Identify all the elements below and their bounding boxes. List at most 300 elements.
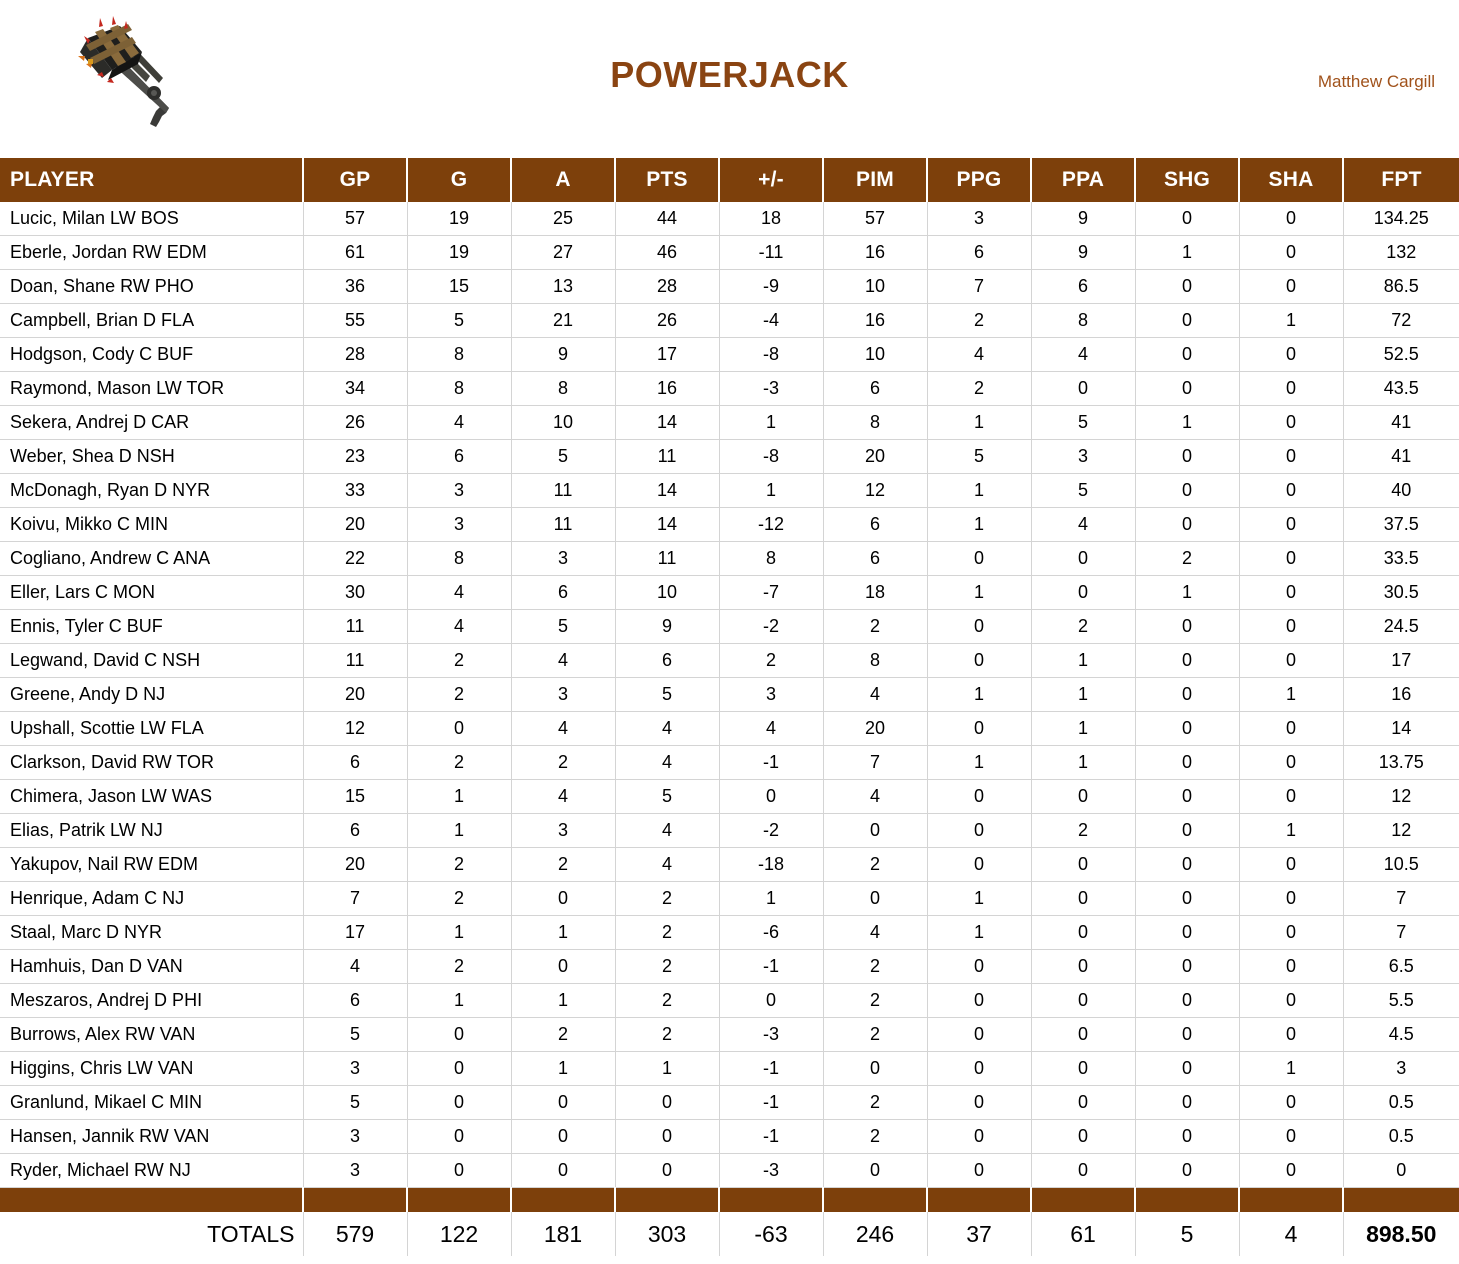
cell-a: 3	[511, 678, 615, 712]
cell-pim: 2	[823, 1120, 927, 1154]
footer-divider-cell	[303, 1188, 407, 1213]
cell-ppg: 7	[927, 270, 1031, 304]
cell-shg: 0	[1135, 304, 1239, 338]
cell-shg: 0	[1135, 1154, 1239, 1188]
cell-shg: 0	[1135, 678, 1239, 712]
cell-a: 3	[511, 542, 615, 576]
column-header-a[interactable]: A	[511, 158, 615, 202]
cell-pim: 20	[823, 440, 927, 474]
cell-shg: 0	[1135, 950, 1239, 984]
cell-gp: 28	[303, 338, 407, 372]
cell-shg: 0	[1135, 270, 1239, 304]
cell-shg: 0	[1135, 372, 1239, 406]
cell-fpt: 30.5	[1343, 576, 1459, 610]
totals-pts: 303	[615, 1212, 719, 1256]
cell-sha: 0	[1239, 1154, 1343, 1188]
cell-gp: 20	[303, 848, 407, 882]
cell-g: 19	[407, 202, 511, 236]
cell-shg: 1	[1135, 576, 1239, 610]
cell-gp: 5	[303, 1018, 407, 1052]
cell-ppg: 5	[927, 440, 1031, 474]
cell-plusminus: -12	[719, 508, 823, 542]
cell-gp: 20	[303, 508, 407, 542]
cell-ppg: 1	[927, 576, 1031, 610]
cell-g: 5	[407, 304, 511, 338]
cell-sha: 0	[1239, 950, 1343, 984]
footer-divider-cell	[1239, 1188, 1343, 1213]
cell-pim: 2	[823, 984, 927, 1018]
cell-plusminus: -4	[719, 304, 823, 338]
cell-fpt: 7	[1343, 882, 1459, 916]
cell-ppa: 5	[1031, 406, 1135, 440]
footer-divider-cell	[719, 1188, 823, 1213]
column-header-sha[interactable]: SHA	[1239, 158, 1343, 202]
cell-g: 0	[407, 712, 511, 746]
cell-player: Raymond, Mason LW TOR	[0, 372, 303, 406]
cell-pts: 2	[615, 1018, 719, 1052]
table-row	[0, 304, 1459, 338]
cell-sha: 0	[1239, 440, 1343, 474]
cell-player: Staal, Marc D NYR	[0, 916, 303, 950]
cell-g: 4	[407, 576, 511, 610]
cell-pim: 0	[823, 1154, 927, 1188]
table-row	[0, 1052, 1459, 1086]
cell-gp: 4	[303, 950, 407, 984]
table-row	[0, 712, 1459, 746]
cell-gp: 15	[303, 780, 407, 814]
cell-ppa: 1	[1031, 712, 1135, 746]
footer-divider-cell	[615, 1188, 719, 1213]
cell-a: 3	[511, 814, 615, 848]
cell-a: 5	[511, 440, 615, 474]
cell-a: 2	[511, 848, 615, 882]
cell-plusminus: -1	[719, 1120, 823, 1154]
cell-gp: 33	[303, 474, 407, 508]
cell-g: 19	[407, 236, 511, 270]
table-body	[0, 202, 1459, 1188]
cell-g: 2	[407, 882, 511, 916]
totals-label: TOTALS	[0, 1212, 303, 1256]
cell-ppa: 0	[1031, 1154, 1135, 1188]
cell-a: 2	[511, 746, 615, 780]
cell-pim: 4	[823, 780, 927, 814]
table-footer	[0, 1188, 1459, 1257]
cell-plusminus: -1	[719, 1086, 823, 1120]
cell-pts: 5	[615, 780, 719, 814]
totals-pim: 246	[823, 1212, 927, 1256]
table-row	[0, 1154, 1459, 1188]
cell-ppa: 4	[1031, 508, 1135, 542]
cell-fpt: 41	[1343, 440, 1459, 474]
cell-g: 3	[407, 474, 511, 508]
cell-pim: 2	[823, 1018, 927, 1052]
cell-pts: 5	[615, 678, 719, 712]
cell-a: 1	[511, 984, 615, 1018]
cell-ppa: 0	[1031, 780, 1135, 814]
cell-pts: 11	[615, 542, 719, 576]
cell-pim: 8	[823, 406, 927, 440]
cell-ppa: 0	[1031, 984, 1135, 1018]
cell-plusminus: -2	[719, 610, 823, 644]
table-row	[0, 542, 1459, 576]
cell-g: 2	[407, 678, 511, 712]
cell-a: 13	[511, 270, 615, 304]
cell-pim: 0	[823, 1052, 927, 1086]
totals-gp: 579	[303, 1212, 407, 1256]
cell-pts: 4	[615, 712, 719, 746]
cell-fpt: 33.5	[1343, 542, 1459, 576]
cell-pim: 57	[823, 202, 927, 236]
cell-pts: 28	[615, 270, 719, 304]
cell-g: 8	[407, 542, 511, 576]
player-stats-table	[0, 158, 1459, 1256]
footer-divider-cell	[0, 1188, 303, 1213]
cell-fpt: 4.5	[1343, 1018, 1459, 1052]
cell-g: 2	[407, 848, 511, 882]
cell-ppa: 0	[1031, 916, 1135, 950]
cell-plusminus: -2	[719, 814, 823, 848]
cell-plusminus: -8	[719, 338, 823, 372]
cell-ppa: 0	[1031, 372, 1135, 406]
cell-g: 4	[407, 610, 511, 644]
cell-ppa: 0	[1031, 1086, 1135, 1120]
cell-pts: 6	[615, 644, 719, 678]
cell-a: 10	[511, 406, 615, 440]
cell-pts: 0	[615, 1120, 719, 1154]
cell-a: 6	[511, 576, 615, 610]
cell-pim: 6	[823, 508, 927, 542]
table-row	[0, 678, 1459, 712]
cell-ppa: 6	[1031, 270, 1135, 304]
totals-fpt: 898.50	[1343, 1212, 1459, 1256]
cell-sha: 0	[1239, 916, 1343, 950]
cell-a: 0	[511, 1154, 615, 1188]
cell-ppg: 0	[927, 1120, 1031, 1154]
cell-shg: 0	[1135, 916, 1239, 950]
cell-ppa: 0	[1031, 542, 1135, 576]
cell-pts: 4	[615, 746, 719, 780]
cell-player: Hamhuis, Dan D VAN	[0, 950, 303, 984]
cell-pim: 12	[823, 474, 927, 508]
cell-gp: 6	[303, 984, 407, 1018]
cell-gp: 23	[303, 440, 407, 474]
cell-player: Chimera, Jason LW WAS	[0, 780, 303, 814]
cell-fpt: 72	[1343, 304, 1459, 338]
cell-player: Clarkson, David RW TOR	[0, 746, 303, 780]
cell-fpt: 12	[1343, 780, 1459, 814]
totals-a: 181	[511, 1212, 615, 1256]
cell-fpt: 14	[1343, 712, 1459, 746]
footer-divider-cell	[823, 1188, 927, 1213]
cell-pts: 14	[615, 406, 719, 440]
cell-g: 2	[407, 644, 511, 678]
cell-sha: 0	[1239, 236, 1343, 270]
cell-sha: 0	[1239, 338, 1343, 372]
cell-fpt: 0.5	[1343, 1086, 1459, 1120]
cell-player: Ryder, Michael RW NJ	[0, 1154, 303, 1188]
cell-shg: 1	[1135, 236, 1239, 270]
cell-player: Sekera, Andrej D CAR	[0, 406, 303, 440]
cell-ppa: 0	[1031, 1052, 1135, 1086]
cell-shg: 0	[1135, 508, 1239, 542]
column-header-shg[interactable]: SHG	[1135, 158, 1239, 202]
cell-a: 4	[511, 644, 615, 678]
cell-player: McDonagh, Ryan D NYR	[0, 474, 303, 508]
cell-pim: 10	[823, 338, 927, 372]
cell-ppa: 1	[1031, 678, 1135, 712]
cell-plusminus: -1	[719, 746, 823, 780]
cell-gp: 7	[303, 882, 407, 916]
cell-g: 2	[407, 746, 511, 780]
cell-pim: 7	[823, 746, 927, 780]
cell-fpt: 13.75	[1343, 746, 1459, 780]
cell-ppg: 0	[927, 814, 1031, 848]
cell-g: 2	[407, 950, 511, 984]
cell-plusminus: -7	[719, 576, 823, 610]
cell-pts: 0	[615, 1086, 719, 1120]
cell-a: 8	[511, 372, 615, 406]
table-row	[0, 372, 1459, 406]
cell-g: 6	[407, 440, 511, 474]
cell-pim: 2	[823, 950, 927, 984]
cell-ppa: 1	[1031, 746, 1135, 780]
cell-shg: 2	[1135, 542, 1239, 576]
cell-pim: 6	[823, 372, 927, 406]
table-row	[0, 270, 1459, 304]
cell-fpt: 5.5	[1343, 984, 1459, 1018]
cell-gp: 12	[303, 712, 407, 746]
cell-sha: 0	[1239, 882, 1343, 916]
column-header-ppa[interactable]: PPA	[1031, 158, 1135, 202]
footer-divider-row	[0, 1188, 1459, 1213]
cell-gp: 3	[303, 1052, 407, 1086]
cell-shg: 0	[1135, 712, 1239, 746]
cell-ppa: 2	[1031, 610, 1135, 644]
cell-g: 0	[407, 1120, 511, 1154]
cell-ppa: 8	[1031, 304, 1135, 338]
cell-plusminus: 4	[719, 712, 823, 746]
cell-shg: 0	[1135, 338, 1239, 372]
cell-plusminus: -18	[719, 848, 823, 882]
table-row	[0, 406, 1459, 440]
cell-pts: 16	[615, 372, 719, 406]
cell-pts: 10	[615, 576, 719, 610]
cell-player: Lucic, Milan LW BOS	[0, 202, 303, 236]
cell-plusminus: -8	[719, 440, 823, 474]
cell-player: Hansen, Jannik RW VAN	[0, 1120, 303, 1154]
footer-divider-cell	[1135, 1188, 1239, 1213]
cell-gp: 20	[303, 678, 407, 712]
footer-divider-cell	[511, 1188, 615, 1213]
cell-pim: 10	[823, 270, 927, 304]
cell-sha: 0	[1239, 474, 1343, 508]
cell-fpt: 43.5	[1343, 372, 1459, 406]
cell-shg: 0	[1135, 474, 1239, 508]
cell-ppg: 2	[927, 304, 1031, 338]
cell-player: Meszaros, Andrej D PHI	[0, 984, 303, 1018]
cell-a: 4	[511, 780, 615, 814]
cell-gp: 34	[303, 372, 407, 406]
cell-ppg: 0	[927, 780, 1031, 814]
cell-pim: 2	[823, 610, 927, 644]
cell-player: Yakupov, Nail RW EDM	[0, 848, 303, 882]
cell-pts: 2	[615, 950, 719, 984]
cell-pim: 2	[823, 848, 927, 882]
cell-plusminus: -11	[719, 236, 823, 270]
column-header-pts[interactable]: PTS	[615, 158, 719, 202]
cell-sha: 0	[1239, 576, 1343, 610]
cell-fpt: 12	[1343, 814, 1459, 848]
cell-player: Henrique, Adam C NJ	[0, 882, 303, 916]
cell-sha: 0	[1239, 984, 1343, 1018]
cell-a: 0	[511, 1120, 615, 1154]
totals-sha: 4	[1239, 1212, 1343, 1256]
cell-pts: 9	[615, 610, 719, 644]
cell-ppg: 1	[927, 746, 1031, 780]
cell-shg: 0	[1135, 746, 1239, 780]
cell-pts: 2	[615, 984, 719, 1018]
cell-fpt: 0.5	[1343, 1120, 1459, 1154]
cell-ppg: 1	[927, 678, 1031, 712]
table-row	[0, 1018, 1459, 1052]
cell-pts: 44	[615, 202, 719, 236]
cell-fpt: 17	[1343, 644, 1459, 678]
author-name: Matthew Cargill	[1317, 72, 1435, 91]
table-row	[0, 508, 1459, 542]
cell-pts: 46	[615, 236, 719, 270]
cell-fpt: 86.5	[1343, 270, 1459, 304]
cell-gp: 26	[303, 406, 407, 440]
cell-g: 3	[407, 508, 511, 542]
cell-fpt: 3	[1343, 1052, 1459, 1086]
cell-plusminus: -1	[719, 950, 823, 984]
column-header-plusminus[interactable]: +/-	[719, 158, 823, 202]
cell-ppg: 0	[927, 712, 1031, 746]
cell-g: 8	[407, 372, 511, 406]
cell-shg: 0	[1135, 1052, 1239, 1086]
cell-sha: 0	[1239, 202, 1343, 236]
table-row	[0, 916, 1459, 950]
cell-plusminus: 8	[719, 542, 823, 576]
cell-pim: 6	[823, 542, 927, 576]
totals-ppa: 61	[1031, 1212, 1135, 1256]
totals-g: 122	[407, 1212, 511, 1256]
cell-pim: 8	[823, 644, 927, 678]
column-header-player[interactable]: PLAYER	[0, 158, 303, 202]
cell-ppg: 0	[927, 1154, 1031, 1188]
cell-a: 1	[511, 916, 615, 950]
cell-player: Weber, Shea D NSH	[0, 440, 303, 474]
table-row	[0, 848, 1459, 882]
column-header-gp[interactable]: GP	[303, 158, 407, 202]
cell-shg: 0	[1135, 440, 1239, 474]
cell-fpt: 0	[1343, 1154, 1459, 1188]
cell-shg: 0	[1135, 610, 1239, 644]
cell-gp: 61	[303, 236, 407, 270]
cell-shg: 0	[1135, 1018, 1239, 1052]
cell-pim: 16	[823, 236, 927, 270]
cell-shg: 0	[1135, 644, 1239, 678]
totals-ppg: 37	[927, 1212, 1031, 1256]
cell-pim: 16	[823, 304, 927, 338]
cell-sha: 1	[1239, 678, 1343, 712]
cell-sha: 1	[1239, 814, 1343, 848]
cell-pts: 4	[615, 814, 719, 848]
table-header-row	[0, 158, 1459, 202]
cell-a: 1	[511, 1052, 615, 1086]
cell-fpt: 24.5	[1343, 610, 1459, 644]
cell-plusminus: 0	[719, 780, 823, 814]
column-header-ppg[interactable]: PPG	[927, 158, 1031, 202]
cell-ppg: 1	[927, 406, 1031, 440]
cell-plusminus: 18	[719, 202, 823, 236]
cell-plusminus: -9	[719, 270, 823, 304]
cell-fpt: 6.5	[1343, 950, 1459, 984]
cell-a: 25	[511, 202, 615, 236]
cell-g: 1	[407, 814, 511, 848]
cell-player: Higgins, Chris LW VAN	[0, 1052, 303, 1086]
cell-gp: 17	[303, 916, 407, 950]
column-header-pim[interactable]: PIM	[823, 158, 927, 202]
totals-plusminus: -63	[719, 1212, 823, 1256]
cell-g: 15	[407, 270, 511, 304]
cell-plusminus: 1	[719, 882, 823, 916]
cell-ppa: 0	[1031, 1120, 1135, 1154]
cell-shg: 0	[1135, 202, 1239, 236]
cell-fpt: 41	[1343, 406, 1459, 440]
table-row	[0, 746, 1459, 780]
table-row	[0, 610, 1459, 644]
cell-player: Burrows, Alex RW VAN	[0, 1018, 303, 1052]
cell-player: Hodgson, Cody C BUF	[0, 338, 303, 372]
cell-ppg: 1	[927, 508, 1031, 542]
cell-a: 5	[511, 610, 615, 644]
cell-ppg: 3	[927, 202, 1031, 236]
cell-pim: 18	[823, 576, 927, 610]
table-row	[0, 440, 1459, 474]
cell-pts: 4	[615, 848, 719, 882]
cell-pim: 0	[823, 882, 927, 916]
cell-player: Cogliano, Andrew C ANA	[0, 542, 303, 576]
cell-sha: 0	[1239, 508, 1343, 542]
cell-g: 8	[407, 338, 511, 372]
column-header-g[interactable]: G	[407, 158, 511, 202]
cell-a: 11	[511, 474, 615, 508]
cell-ppg: 1	[927, 916, 1031, 950]
cell-a: 9	[511, 338, 615, 372]
cell-shg: 0	[1135, 882, 1239, 916]
cell-pts: 2	[615, 882, 719, 916]
column-header-fpt[interactable]: FPT	[1343, 158, 1459, 202]
cell-pim: 4	[823, 678, 927, 712]
cell-gp: 36	[303, 270, 407, 304]
cell-sha: 0	[1239, 780, 1343, 814]
cell-sha: 0	[1239, 712, 1343, 746]
cell-plusminus: -1	[719, 1052, 823, 1086]
cell-pts: 2	[615, 916, 719, 950]
cell-ppa: 0	[1031, 848, 1135, 882]
table-row	[0, 1086, 1459, 1120]
cell-plusminus: 3	[719, 678, 823, 712]
cell-shg: 0	[1135, 984, 1239, 1018]
cell-fpt: 7	[1343, 916, 1459, 950]
cell-player: Ennis, Tyler C BUF	[0, 610, 303, 644]
cell-gp: 57	[303, 202, 407, 236]
cell-ppg: 0	[927, 542, 1031, 576]
cell-ppg: 0	[927, 1018, 1031, 1052]
cell-shg: 0	[1135, 1120, 1239, 1154]
totals-row	[0, 1212, 1459, 1256]
